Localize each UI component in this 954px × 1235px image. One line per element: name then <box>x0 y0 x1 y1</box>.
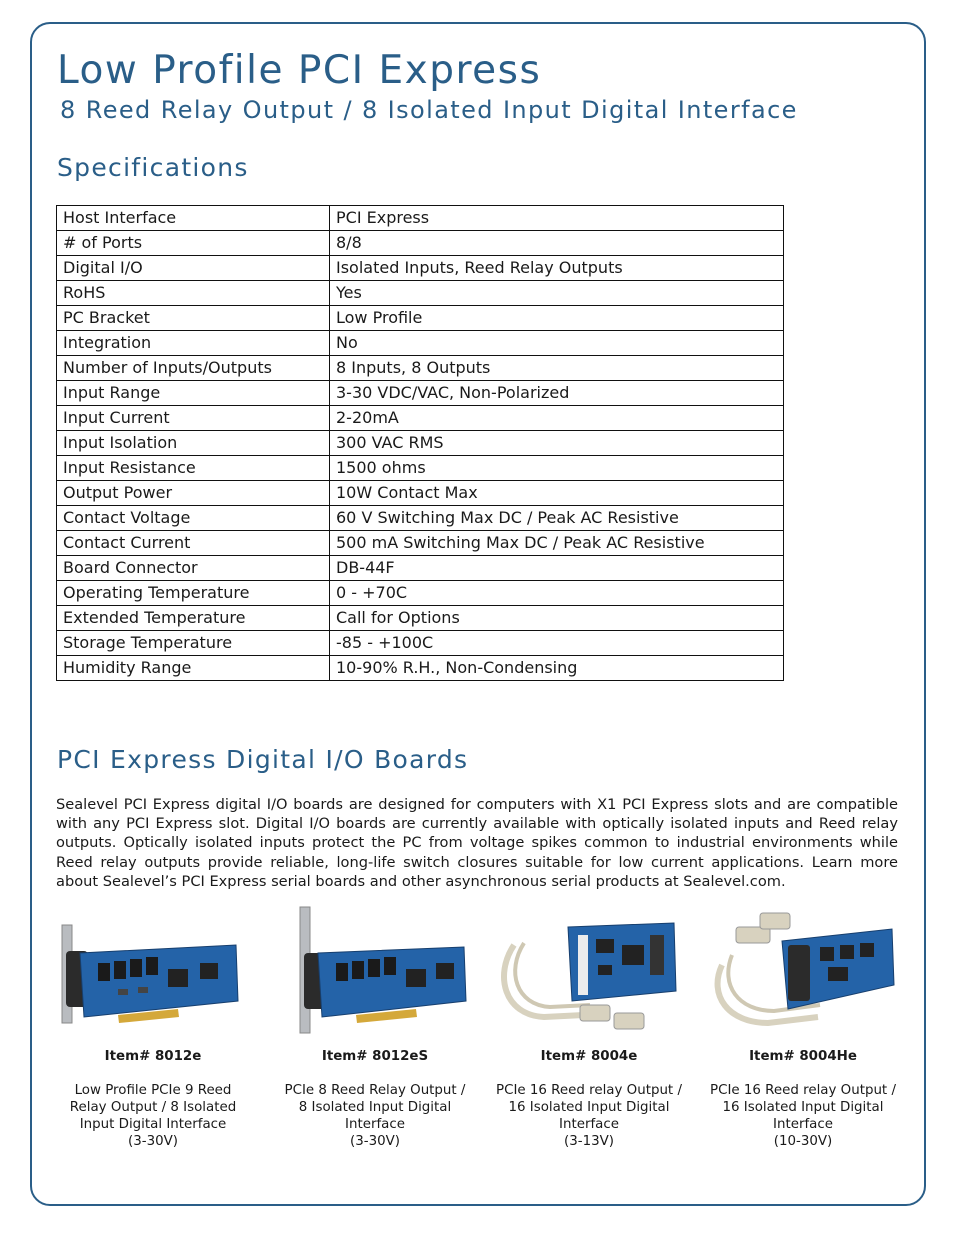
spec-label: Storage Temperature <box>57 631 330 656</box>
spec-label: Input Range <box>57 381 330 406</box>
spec-value: 500 mA Switching Max DC / Peak AC Resistive <box>330 531 784 556</box>
spec-row <box>57 406 784 431</box>
spec-label: Digital I/O <box>57 256 330 281</box>
spec-row <box>57 306 784 331</box>
spec-label: # of Ports <box>57 231 330 256</box>
spec-value: 1500 ohms <box>330 456 784 481</box>
spec-value: No <box>330 331 784 356</box>
spec-label: RoHS <box>57 281 330 306</box>
boards-heading: PCI Express Digital I/O Boards <box>57 745 469 774</box>
spec-label: Number of Inputs/Outputs <box>57 356 330 381</box>
spec-row <box>57 556 784 581</box>
spec-label: Input Isolation <box>57 431 330 456</box>
spec-value: 300 VAC RMS <box>330 431 784 456</box>
product-description: PCIe 16 Reed relay Output / 16 Isolated Input Digital Interface (3-13V) <box>496 1083 682 1149</box>
spec-value: DB-44F <box>330 556 784 581</box>
product-image-8012es <box>280 905 470 1045</box>
product-gallery <box>58 905 920 1165</box>
spec-row <box>57 656 784 681</box>
product-description: Low Profile PCIe 9 Reed Relay Output / 8 Isolated Input Digital Interface (3-30V) <box>69 1083 237 1149</box>
spec-label: Board Connector <box>57 556 330 581</box>
spec-value: Low Profile <box>330 306 784 331</box>
spec-label: Humidity Range <box>57 656 330 681</box>
spec-value: 60 V Switching Max DC / Peak AC Resistive <box>330 506 784 531</box>
spec-row <box>57 281 784 306</box>
spec-label: Operating Temperature <box>57 581 330 606</box>
spec-row <box>57 356 784 381</box>
spec-value: 2-20mA <box>330 406 784 431</box>
boards-description: Sealevel PCI Express digital I/O boards are designed for computers with X1 PCI Express slots and are compatible with any PCI Express slot. Digital I/O boards are currently available with optically isolated inputs and Reed relay outputs. Optically isolated inputs protect the PC from voltage spikes common to industrial environments while Reed relay outputs provide reliable, long-life switch closures suitable for low current applications. Learn more about Sealevel’s PCI Express serial boards and other asynchronous serial products at Sealevel.com. <box>56 796 898 890</box>
product-image-8004e <box>494 905 684 1045</box>
spec-label: PC Bracket <box>57 306 330 331</box>
spec-row <box>57 331 784 356</box>
product-card <box>280 905 470 1150</box>
spec-row <box>57 381 784 406</box>
spec-value: Call for Options <box>330 606 784 631</box>
spec-row <box>57 606 784 631</box>
spec-label: Contact Voltage <box>57 506 330 531</box>
spec-value: Yes <box>330 281 784 306</box>
product-card <box>494 905 684 1150</box>
product-card <box>708 905 898 1150</box>
spec-row <box>57 231 784 256</box>
spec-row <box>57 206 784 231</box>
spec-row <box>57 256 784 281</box>
spec-row <box>57 581 784 606</box>
spec-value: 0 - +70C <box>330 581 784 606</box>
product-item-number: Item# 8004e <box>540 1049 638 1064</box>
spec-row <box>57 506 784 531</box>
spec-value: 3-30 VDC/VAC, Non-Polarized <box>330 381 784 406</box>
page-subtitle: 8 Reed Relay Output / 8 Isolated Input Digital Interface <box>60 96 798 124</box>
spec-row <box>57 431 784 456</box>
spec-row <box>57 531 784 556</box>
spec-row <box>57 456 784 481</box>
spec-value: -85 - +100C <box>330 631 784 656</box>
spec-label: Extended Temperature <box>57 606 330 631</box>
specifications-table <box>56 205 784 681</box>
spec-value: 8/8 <box>330 231 784 256</box>
spec-value: 10W Contact Max <box>330 481 784 506</box>
spec-row <box>57 631 784 656</box>
page-title: Low Profile PCI Express <box>57 48 542 93</box>
spec-value: 10-90% R.H., Non-Condensing <box>330 656 784 681</box>
spec-value: 8 Inputs, 8 Outputs <box>330 356 784 381</box>
spec-value: PCI Express <box>330 206 784 231</box>
product-item-number: Item# 8012e <box>104 1049 202 1064</box>
product-image-8004he <box>708 905 898 1045</box>
spec-label: Input Current <box>57 406 330 431</box>
spec-label: Integration <box>57 331 330 356</box>
spec-label: Contact Current <box>57 531 330 556</box>
spec-label: Output Power <box>57 481 330 506</box>
product-image-8012e <box>58 905 248 1045</box>
spec-row <box>57 481 784 506</box>
spec-label: Input Resistance <box>57 456 330 481</box>
spec-label: Host Interface <box>57 206 330 231</box>
product-description: PCIe 8 Reed Relay Output / 8 Isolated Input Digital Interface (3-30V) <box>284 1083 466 1149</box>
specifications-heading: Specifications <box>57 153 249 182</box>
product-description: PCIe 16 Reed relay Output / 16 Isolated Input Digital Interface (10-30V) <box>710 1083 896 1149</box>
product-item-number: Item# 8004He <box>749 1049 857 1064</box>
product-card <box>58 905 248 1150</box>
product-item-number: Item# 8012eS <box>321 1049 429 1064</box>
spec-value: Isolated Inputs, Reed Relay Outputs <box>330 256 784 281</box>
